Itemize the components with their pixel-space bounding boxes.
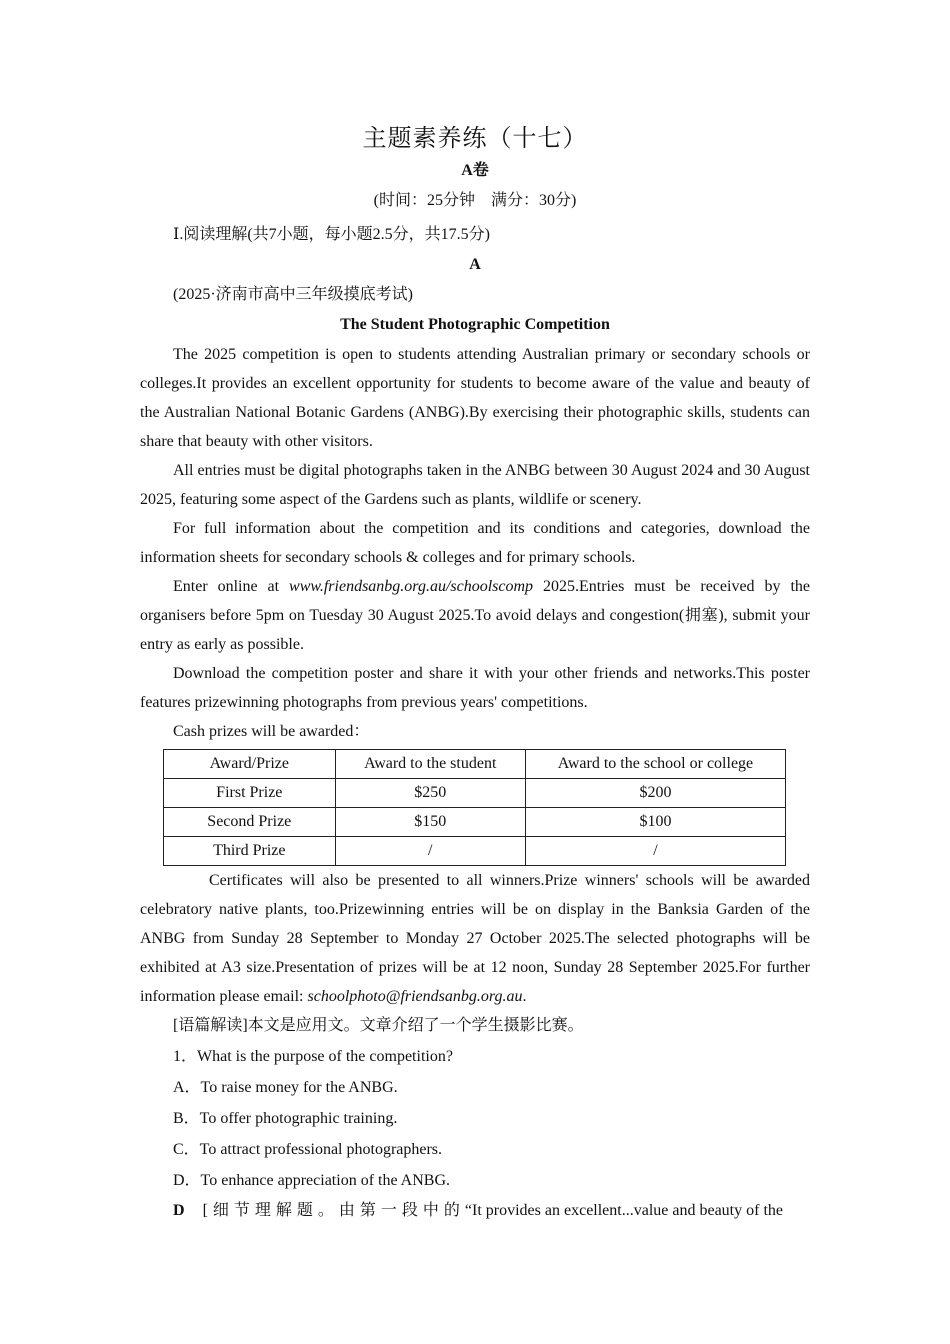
prize-table [163,749,786,866]
paragraph-6-end: . [522,988,527,1005]
table-row [164,808,786,837]
volume-label: A卷 [461,162,489,179]
document-page [140,118,810,1226]
table-cell: First Prize [164,779,336,808]
table-cell: / [335,837,525,866]
time-info: (时间：25分钟 满分：30分) [373,192,577,209]
table-row [164,837,786,866]
article-paragraph-5: Download the competition poster and share it with your other friends and networks.This poster features prizewinning photographs from previous years' competitions. [140,665,810,711]
discourse-analysis [140,1011,810,1041]
table-header: Award to the student [335,750,525,779]
analysis-label: [语篇解读] [173,1017,248,1034]
answer-explanation [140,1196,810,1226]
article-paragraph-2: All entries must be digital photographs taken in the ANBG between 30 August 2024 and 30 August 2025, featuring some aspect of the Gardens such as plants, wildlife or scenery. [140,462,810,508]
table-cell: $100 [525,808,785,837]
option-b: B．To offer photographic training. [173,1110,398,1127]
option-c: C．To attract professional photographers. [173,1141,443,1158]
contact-email: schoolphoto@friendsanbg.org.au [307,988,523,1005]
answer-letter: D [173,1202,185,1219]
explanation-english: “It provides an excellent...value and beauty of the [464,1202,783,1219]
article-paragraph-6 [140,866,810,1011]
cash-prize-intro: Cash prizes will be awarded： [173,723,370,740]
section-heading: Ⅰ.阅读理解(共7小题，每小题2.5分，共17.5分) [173,226,490,243]
passage-source: (2025·济南市高中三年级摸底考试) [173,286,413,303]
table-cell: Third Prize [164,837,336,866]
table-header: Award to the school or college [525,750,785,779]
option-d: D．To enhance appreciation of the ANBG. [173,1172,451,1189]
passage-label: A [469,256,481,273]
explanation-chinese: [细节理解题。由第一段中的 [202,1202,465,1219]
table-header: Award/Prize [164,750,336,779]
table-cell: Second Prize [164,808,336,837]
article-title: The Student Photographic Competition [340,316,610,333]
table-cell: $150 [335,808,525,837]
entry-url: www.friendsanbg.org.au/schoolscomp [289,578,534,595]
paragraph-4-rest: 2025.Entries must be received by the organisers before 5pm on Tuesday 30 August 2025.To avoid delays and congestion(拥塞), submit your entry as early as possible. [140,578,811,653]
table-cell: $200 [525,779,785,808]
article-paragraph-4 [140,572,810,659]
option-a: A．To raise money for the ANBG. [173,1079,398,1096]
paragraph-4-lead: Enter online at [173,578,290,595]
paragraph-6-lead: Certificates will also be presented to all winners.Prize winners' schools will be awarded celebratory native plants, too.Prizewinning entries will be on display in the Banksia Garden of the ANBG from Sunday 28 September to Monday 27 October 2025.The selected photographs will be exhibited at A3 size.Presentation of prizes will be at 12 noon, Sunday 28 September 2025.For further information please email: [140,872,810,1005]
article-paragraph-1: The 2025 competition is open to students attending Australian primary or secondary schools or colleges.It provides an excellent opportunity for students to become aware of the value and beauty of the Australian National Botanic Gardens (ANBG).By exercising their photographic skills, students can share that beauty with other visitors. [140,346,810,450]
analysis-text: 本文是应用文。文章介绍了一个学生摄影比赛。 [247,1017,584,1034]
table-header-row [164,750,786,779]
table-cell: / [525,837,785,866]
table-row [164,779,786,808]
question-stem: 1．What is the purpose of the competition? [173,1048,453,1065]
table-cell: $250 [335,779,525,808]
article-paragraph-3: For full information about the competition and its conditions and categories, download the information sheets for secondary schools & colleges and for primary schools. [140,520,810,566]
page-title: 主题素养练（十七） [362,124,588,152]
